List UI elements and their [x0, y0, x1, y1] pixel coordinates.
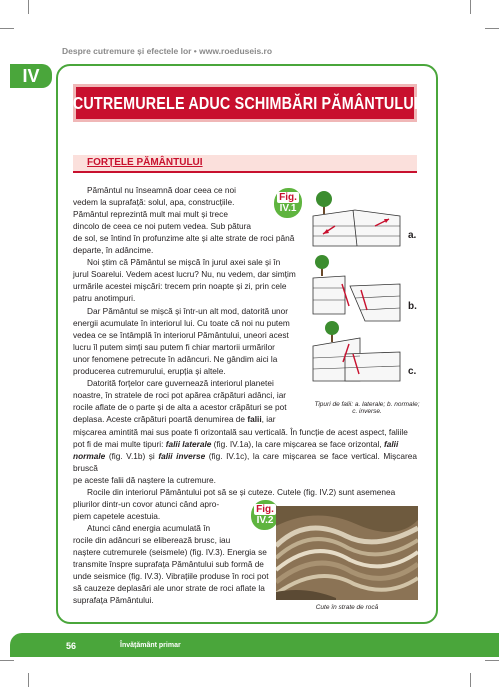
text-run: , iar: [261, 414, 276, 425]
paragraph-1b: [73, 232, 305, 426]
footer-label: Învățământ primar: [120, 642, 181, 649]
text-line: pliurilor dintr-un covor atunci când apro-: [73, 499, 220, 509]
text-line: suprafața Pământului.: [73, 595, 154, 606]
text-line: naștere cutremurele (seismele) (fig. IV.3). Energia se: [73, 547, 267, 557]
term-falii-inverse: falii inverse: [158, 451, 206, 462]
caption-line: Tipuri de falii: a. laterale; b. normale;: [314, 401, 420, 408]
term-falii: falii: [247, 414, 262, 425]
crop-mark: [0, 660, 14, 661]
paragraph-6-7: [73, 498, 273, 546]
text-line: Pământul nu înseamnă doar ceea ce noi: [87, 185, 236, 195]
text-line: să cauzeze deplasări ale unor strate de roci aflate la: [73, 583, 265, 594]
text-line: mișcarea amintită mai sus poate fi orizontală sau verticală. În funcție de acest aspect, faliile: [73, 427, 408, 437]
term-falii-laterale: falii laterale: [165, 439, 212, 450]
paragraph-7: [73, 546, 309, 606]
text-line: dincolo de ceea ce noi putem vedea. Sub pătura: [73, 221, 252, 232]
badge-text: Fig.: [279, 192, 297, 203]
fault-block-inverse: [313, 321, 400, 381]
text-line: Rocile din interiorul Pământului pot să se și cuteze. Cutele (fig. IV.2) sunt asemenea: [87, 487, 396, 498]
text-line: unde seismice (fig. IV.3). Vibrațiile produse în roci pot: [73, 571, 269, 582]
section-heading-bar: [73, 155, 417, 172]
text-line: [73, 450, 417, 474]
text-line: departe, în adâncime.: [73, 245, 154, 256]
term-falii: falii: [384, 439, 399, 450]
text-line: Dar Pământul se mișcă și într-un alt mod, datorită unor: [87, 305, 289, 316]
text-line: lucru îl putem simți sau putem fi chiar martorii urmărilor: [73, 341, 275, 352]
figure-badge-iv1: [274, 188, 302, 218]
rock-folds-photo: [276, 506, 418, 600]
badge-text: Fig.: [256, 504, 274, 515]
text-line: rocile aflate de o parte și de alta a acestor crăpături se pot: [73, 402, 287, 413]
text-run: pot fi de mai multe tipuri:: [73, 439, 166, 450]
badge-text: IV.1: [279, 203, 297, 214]
text-line: jurul Soarelui. Vedem acest lucru? Nu, nu vedem, dar simțim: [73, 269, 296, 280]
page-number: 56: [66, 641, 77, 651]
text-run: deplasa. Aceste crăpături poartă denumirea de: [73, 414, 248, 425]
text-line: piem capetele acestuia.: [73, 511, 161, 522]
text-run: (fig. IV.1c), la care mișcarea se face vertical. Mișcarea bruscă: [73, 451, 417, 474]
chapter-title-bar: [73, 84, 417, 122]
footer-bar: [10, 633, 499, 657]
figure-badge-iv2: [251, 500, 279, 530]
running-header: Despre cutremure și efectele lor • www.roeduseis.ro: [62, 46, 273, 56]
text-line: transmite înspre suprafața Pământului sub formă de: [73, 559, 264, 570]
text-line: urmările acestei mișcări: trecem prin noapte și zi, prin cele: [73, 281, 287, 292]
crop-mark: [0, 28, 14, 29]
paragraph-5: [73, 426, 417, 499]
text-line: noastre, în stratele de roci pot apărea crăpături adânci, iar: [73, 390, 287, 401]
section-rule: [73, 171, 417, 173]
text-run: (fig. V.1b) și: [105, 451, 159, 462]
badge-text: IV.2: [256, 515, 274, 526]
text-line: patru anotimpuri.: [73, 293, 136, 304]
text-line: Atunci când energia acumulată în: [87, 523, 211, 534]
text-line: [73, 438, 417, 450]
text-line: pe aceste falii dă naștere la cutremure.: [73, 475, 216, 486]
fault-types-illustration: [305, 186, 405, 386]
section-heading: FORȚELE PĂMÂNTULUI: [87, 157, 203, 168]
text-line: [73, 413, 305, 425]
fig-label-b: b.: [408, 301, 417, 312]
text-line: Datorită forțelor care guvernează interiorul planetei: [87, 378, 274, 389]
crop-mark: [470, 673, 471, 687]
crop-mark: [470, 0, 471, 14]
text-line: producerea cutremurului, erupția și altele.: [73, 366, 226, 377]
fig-label-a: a.: [408, 230, 417, 241]
crop-mark: [485, 28, 499, 29]
crop-mark: [28, 673, 29, 687]
text-line: unor fenomene petrecute în adâncuri. Ne gândim aici la: [73, 353, 278, 364]
fault-block-normal: [313, 255, 400, 321]
paragraph-1a: [73, 184, 268, 232]
text-line: energii acumulate în interiorul lui. Cu toate că noi nu putem: [73, 317, 290, 328]
fig-label-c: c.: [408, 366, 417, 377]
fault-block-lateral: [313, 191, 400, 246]
text-line: rocile din adâncuri se eliberează brusc, iau: [73, 535, 231, 546]
text-line: vedem la suprafață: solul, apa, construcțiile.: [73, 197, 235, 208]
caption-line: c. inverse.: [352, 408, 382, 415]
figure-caption-iv2: Cute în strate de rocă: [315, 604, 379, 611]
text-run: (fig. IV.1a), la care mișcarea se face orizontal,: [211, 439, 384, 450]
crop-mark: [28, 0, 29, 14]
text-line: vedea ce se întâmplă în interiorul Pământului, uneori acest: [73, 329, 289, 340]
text-line: de sol, se întind în profunzime alte și alte strate de roci până: [73, 233, 295, 243]
text-line: Noi știm că Pământul se mișcă în jurul axei sale și în: [87, 257, 281, 268]
term-normale: normale: [73, 451, 106, 462]
chapter-tab: IV: [10, 64, 52, 88]
figure-caption-iv1: [312, 401, 422, 415]
crop-mark: [485, 660, 499, 661]
text-line: Pământul reprezintă mult mai mult și trece: [73, 209, 228, 220]
chapter-title: CUTREMURELE ADUC SCHIMBĂRI PĂMÂNTULUI: [72, 92, 418, 113]
